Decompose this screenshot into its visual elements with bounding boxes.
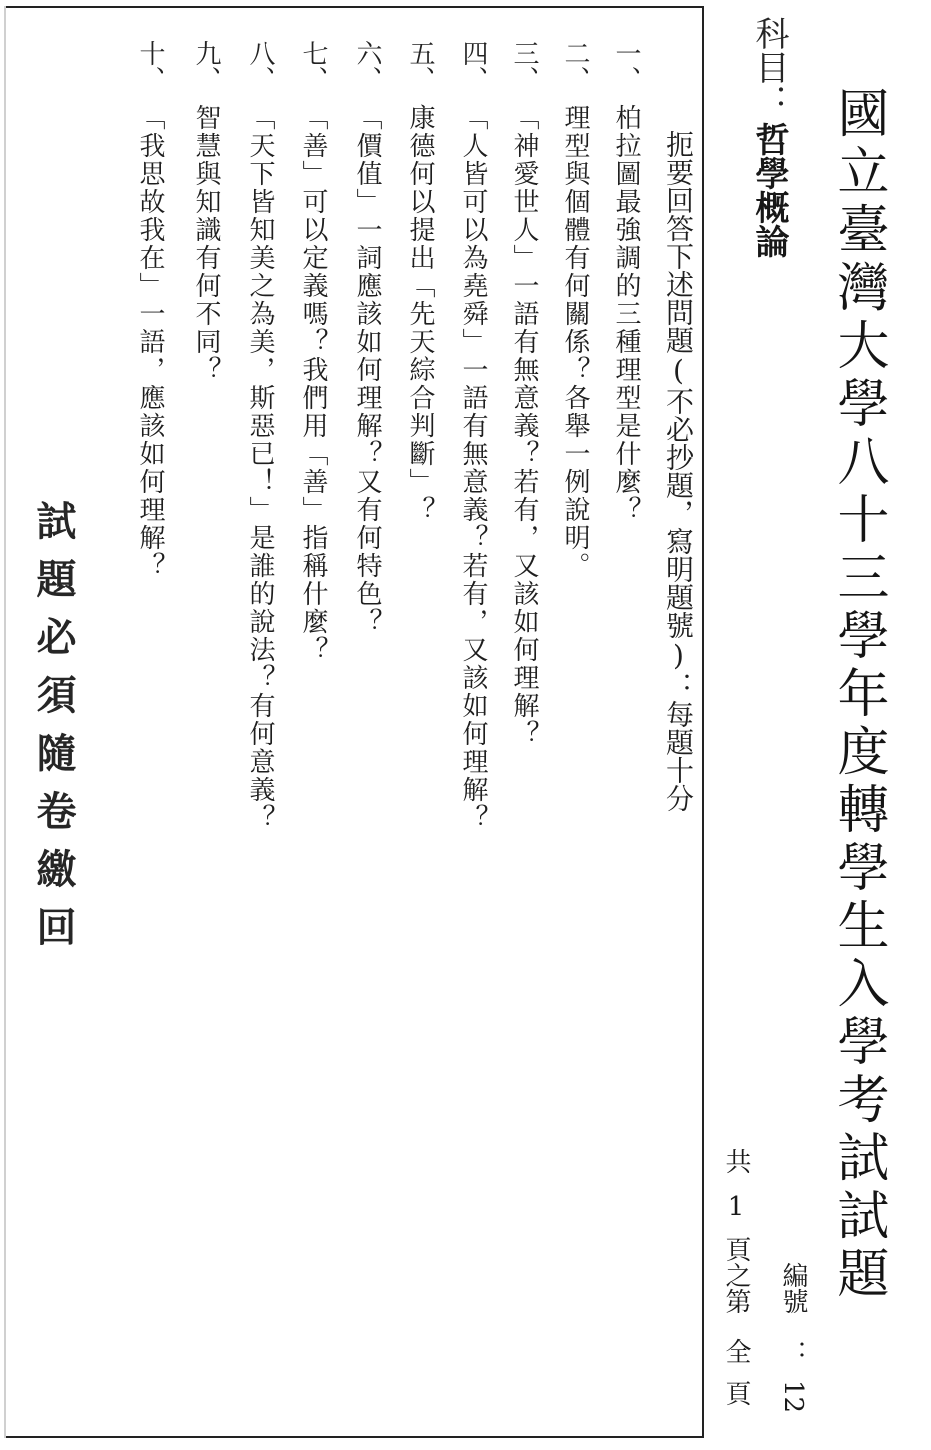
question-number: 九、 [191, 40, 221, 92]
question-text: 智慧與知識有何不同？ [191, 104, 221, 384]
question-text: 「神愛世人」一語有無意義？若有，又該如何理解？ [509, 104, 539, 748]
subject-name: 哲學概論 [749, 122, 789, 258]
question-number: 一、 [611, 40, 641, 92]
page-unit-label: 頁 [721, 1380, 751, 1406]
serial-number: 12 [778, 1380, 808, 1414]
page-of-label: 頁之第 [721, 1236, 751, 1314]
question-number: 八、 [245, 40, 275, 92]
return-notice: 試題必須隨卷繳回 [30, 500, 77, 964]
left-margin-line [4, 6, 6, 1438]
subject-label: 科目： [749, 16, 789, 118]
page-number: 全 [721, 1338, 751, 1364]
instructions: 扼要回答下述問題(不必抄題，寫明題號)：每題十分 [662, 130, 695, 812]
question-number: 二、 [560, 40, 590, 92]
question-text: 康德何以提出「先天綜合判斷」？ [405, 104, 435, 524]
page-total-count: 1 [721, 1192, 751, 1222]
serial-label: 編號 [778, 1262, 808, 1314]
question-number: 四、 [458, 40, 488, 92]
question-text: 「人皆可以為堯舜」一語有無意義？若有，又該如何理解？ [458, 104, 488, 832]
question-text: 「我思故我在」一語，應該如何理解？ [135, 104, 165, 580]
serial-colon: ： [778, 1340, 808, 1366]
exam-title: 國立臺灣大學八十三學年度轉學生入學考試試題 [828, 86, 888, 1304]
question-number: 七、 [298, 40, 328, 92]
question-text: 「價值」一詞應該如何理解？又有何特色？ [352, 104, 382, 636]
question-text: 「天下皆知美之為美，斯惡已！」是誰的說法？有何意義？ [245, 104, 275, 832]
question-number: 五、 [405, 40, 435, 92]
question-number: 三、 [509, 40, 539, 92]
page-total-label: 共 [721, 1148, 751, 1174]
question-text: 柏拉圖最強調的三種理型是什麼？ [611, 104, 641, 524]
question-text: 理型與個體有何關係？各舉一例說明。 [560, 104, 590, 580]
question-number: 六、 [352, 40, 382, 92]
question-text: 「善」可以定義嗎？我們用「善」指稱什麼？ [298, 104, 328, 664]
question-number: 十、 [135, 40, 165, 92]
